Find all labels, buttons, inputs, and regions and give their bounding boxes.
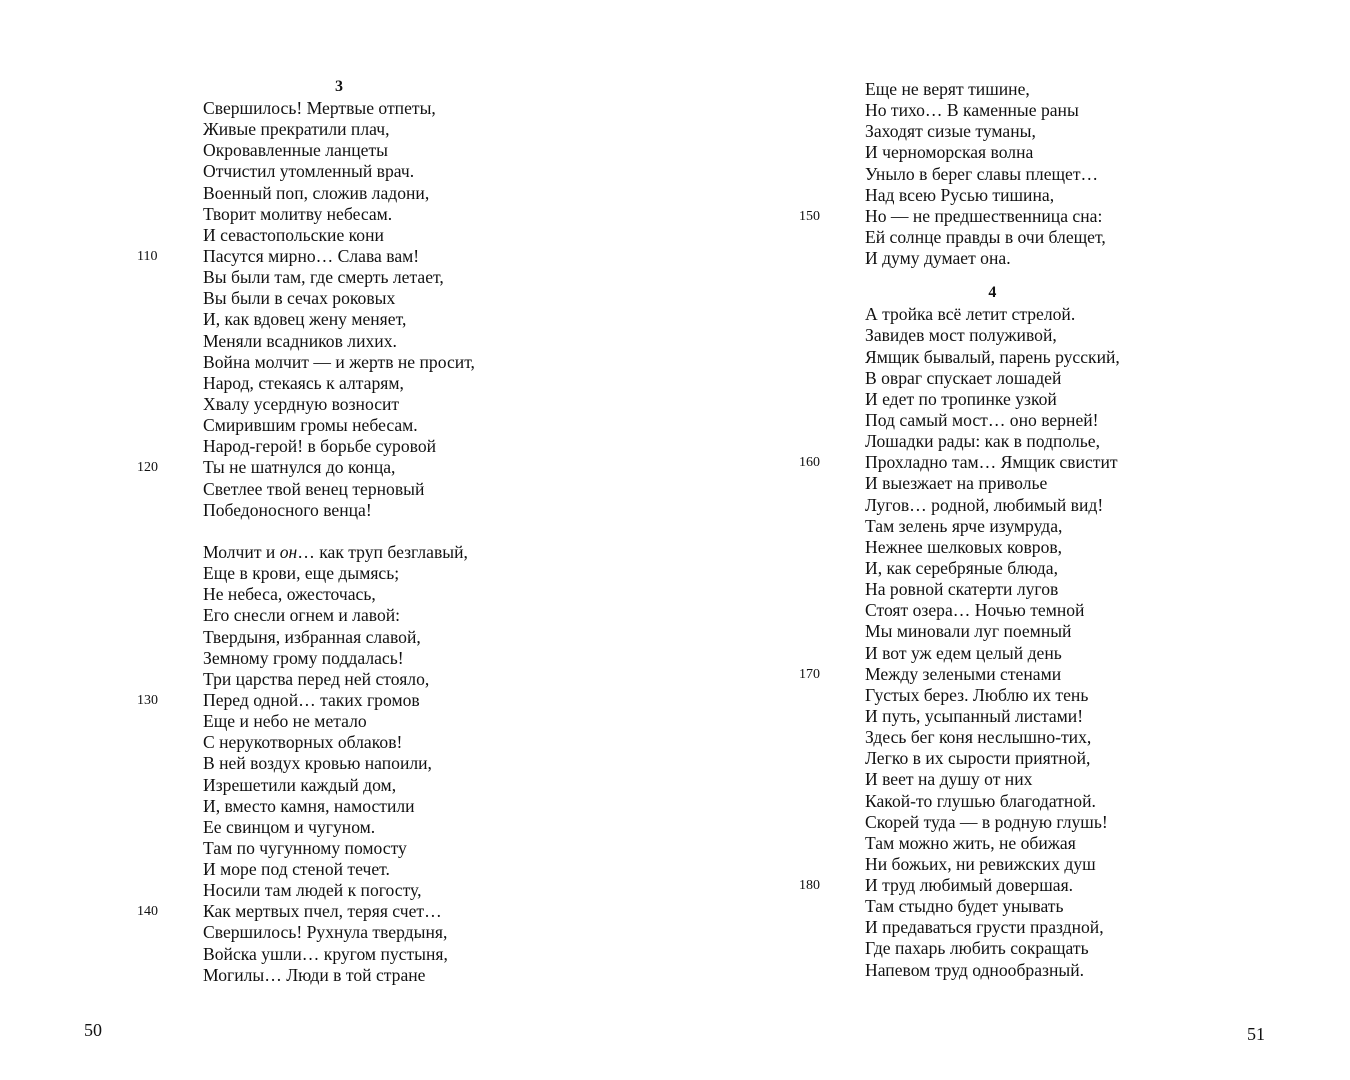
- poem-line: [203, 922, 475, 943]
- poem-line: [203, 140, 475, 161]
- poem-line: [203, 817, 475, 838]
- poem-line: [203, 436, 475, 457]
- poem-line: [203, 183, 475, 204]
- poem-line-text: Какой-то глушью благодатной.: [865, 790, 1096, 811]
- poem-line-text: И вот уж едем целый день: [865, 642, 1062, 663]
- poem-line-text: Светлее твой венец терновый: [203, 478, 425, 499]
- emphasized-word: он: [279, 541, 298, 562]
- poem-line: [203, 373, 475, 394]
- poem-line: [865, 248, 1120, 269]
- poem-line-text: Народ-герой! в борьбе суровой: [203, 436, 437, 457]
- poem-line-text: И труд любимый довершая.: [865, 875, 1074, 896]
- poem-column-right: [799, 79, 1120, 981]
- poem-line: [203, 753, 475, 774]
- poem-line: [203, 479, 475, 500]
- poem-line: [203, 500, 475, 521]
- poem-line: [137, 245, 475, 267]
- poem-line-text: Там зелень ярче изумруда,: [865, 515, 1063, 536]
- poem-line-text: В ней воздух кровью напоили,: [203, 753, 432, 774]
- poem-line-text: Земному грому поддалась!: [203, 647, 404, 668]
- poem-line-text: Перед одной… таких громов: [203, 689, 420, 710]
- poem-line-text: И, вместо камня, намостили: [203, 795, 415, 816]
- poem-line-text: Изрешетили каждый дом,: [203, 774, 397, 795]
- poem-line: [203, 331, 475, 352]
- line-number: 140: [137, 904, 158, 920]
- poem-line: [865, 938, 1120, 959]
- poem-line-text: Здесь бег коня неслышно-тих,: [865, 727, 1092, 748]
- poem-line: [865, 643, 1120, 664]
- stanza: [799, 79, 1120, 269]
- poem-line: [865, 121, 1120, 142]
- poem-line: [865, 79, 1120, 100]
- poem-line: [865, 473, 1120, 494]
- page-number-left: 50: [84, 1020, 102, 1040]
- poem-line-text: Не небеса, ожесточась,: [203, 584, 376, 605]
- poem-line-text: Его снесли огнем и лавой:: [203, 605, 401, 626]
- poem-line: [865, 685, 1120, 706]
- poem-line: [203, 711, 475, 732]
- poem-line: [865, 812, 1120, 833]
- poem-line: [865, 516, 1120, 537]
- poem-line-text: Еще в крови, еще дымясь;: [203, 563, 400, 584]
- poem-line: [865, 579, 1120, 600]
- poem-line-text: Твердыня, избранная славой,: [203, 626, 421, 647]
- poem-line: [137, 457, 475, 478]
- poem-line: [865, 748, 1120, 769]
- poem-line-text: И, как серебряные блюда,: [865, 557, 1058, 578]
- poem-line: [203, 309, 475, 330]
- poem-line: [865, 164, 1120, 185]
- poem-line: [799, 452, 1120, 473]
- poem-line: [203, 204, 475, 225]
- poem-line: [203, 775, 475, 796]
- poem-line: [865, 706, 1120, 727]
- poem-line: [865, 368, 1120, 389]
- poem-line: [203, 965, 475, 986]
- poem-line-text: Еще и небо не метало: [203, 711, 367, 732]
- poem-line: [203, 161, 475, 182]
- poem-line-text: Над всею Русью тишина,: [865, 184, 1055, 205]
- page-number-right: 51: [1247, 1024, 1265, 1044]
- poem-line-text: И выезжает на приволье: [865, 473, 1048, 494]
- poem-line-text: Ямщик бывалый, парень русский,: [865, 346, 1120, 367]
- poem-column-left: [137, 77, 475, 986]
- poem-line-text: Свершилось! Мертвые отпеты,: [203, 98, 436, 118]
- poem-line: [865, 896, 1120, 917]
- poem-line: [799, 663, 1120, 685]
- poem-line: [137, 901, 475, 922]
- poem-line: [203, 669, 475, 690]
- line-number: 120: [137, 460, 158, 476]
- poem-line: [865, 769, 1120, 790]
- poem-line: [799, 205, 1120, 227]
- line-number: 180: [799, 878, 820, 894]
- poem-line: [865, 621, 1120, 642]
- poem-line-text: Ты не шатнулся до конца,: [203, 457, 396, 478]
- poem-line-text: Густых берез. Люблю их тень: [865, 684, 1089, 705]
- poem-line: [865, 495, 1120, 516]
- poem-line-text: Прохладно там… Ямщик свистит: [865, 452, 1118, 473]
- poem-line-text: Ни божьих, ни ревижских душ: [865, 853, 1096, 874]
- poem-line: [865, 304, 1120, 325]
- stanza: [137, 563, 475, 986]
- poem-line: [203, 584, 475, 605]
- poem-line: [865, 347, 1120, 368]
- poem-line: [865, 227, 1120, 248]
- poem-line-text: Окровавленные ланцеты: [203, 140, 388, 161]
- poem-line: [203, 563, 475, 584]
- poem-line-text: Народ, стекаясь к алтарям,: [203, 372, 404, 393]
- poem-line-text: На ровной скатерти лугов: [865, 579, 1059, 600]
- poem-line: [865, 410, 1120, 431]
- poem-line: [203, 944, 475, 965]
- right-page: [675, 0, 1350, 1080]
- poem-line-text: Три царства перед ней стояло,: [203, 668, 430, 689]
- poem-line: [865, 185, 1120, 206]
- stanza-break: [203, 521, 475, 542]
- poem-line-text: И думу думает она.: [865, 248, 1011, 269]
- poem-line-text: А тройка всё летит стрелой.: [865, 304, 1076, 325]
- stanza: [137, 98, 475, 521]
- poem-line: [865, 727, 1120, 748]
- poem-line-text: Заходят сизые туманы,: [865, 121, 1036, 142]
- poem-line-text: Свершилось! Рухнула твердыня,: [203, 922, 448, 943]
- poem-line-text: Но тихо… В каменные раны: [865, 100, 1079, 121]
- poem-line-text: Еще не верят тишине,: [865, 79, 1030, 99]
- poem-line: [203, 838, 475, 859]
- poem-line-text: Легко в их сырости приятной,: [865, 748, 1091, 769]
- poem-line: [203, 605, 475, 626]
- poem-line-text: Вы были в сечах роковых: [203, 288, 396, 309]
- poem-line: [865, 854, 1120, 875]
- poem-line-text: И, как вдовец жену меняет,: [203, 309, 407, 330]
- poem-line-text: Завидев мост полуживой,: [865, 325, 1057, 346]
- stanza: [799, 304, 1120, 981]
- poem-line-text: Хвалу усердную возносит: [203, 393, 400, 414]
- poem-line-text: Победоносного венца!: [203, 499, 372, 520]
- poem-line-text: Где пахарь любить сокращать: [865, 938, 1089, 959]
- poem-line: [203, 288, 475, 309]
- poem-line: [137, 689, 475, 711]
- poem-line-text: И едет по тропинке узкой: [865, 388, 1057, 409]
- poem-line-text: Меняли всадников лихих.: [203, 330, 397, 351]
- poem-line-text: Лошадки рады: как в подполье,: [865, 431, 1101, 452]
- poem-line: [865, 431, 1120, 452]
- poem-line-text: Уныло в берег славы плещет…: [865, 163, 1099, 184]
- poem-line: [865, 558, 1120, 579]
- poem-line-text: Могилы… Люди в той стране: [203, 964, 426, 985]
- poem-line: [865, 537, 1120, 558]
- poem-line: [203, 732, 475, 753]
- poem-line: [203, 267, 475, 288]
- line-number: 130: [137, 692, 158, 708]
- line-number: 150: [799, 208, 820, 224]
- line-number: 110: [137, 248, 158, 264]
- poem-line: [203, 225, 475, 246]
- line-number: 160: [799, 455, 820, 471]
- poem-line: [203, 98, 475, 119]
- poem-line: [203, 415, 475, 436]
- poem-line-text: Напевом труд однообразный.: [865, 959, 1085, 980]
- poem-line-text: Творит молитву небесам.: [203, 203, 393, 224]
- poem-line-text: Там стыдно будет унывать: [865, 896, 1064, 917]
- poem-line: Молчит и он… как труп безглавый,: [203, 541, 468, 562]
- poem-line-text: Там по чугунному помосту: [203, 837, 407, 858]
- poem-line: [203, 119, 475, 140]
- poem-line: [865, 142, 1120, 163]
- line-number: 170: [799, 666, 820, 682]
- poem-line-text: И путь, усыпанный листами!: [865, 705, 1084, 726]
- poem-line-text: И море под стеной течет.: [203, 859, 390, 880]
- poem-line-text: И предаваться грусти праздной,: [865, 917, 1104, 938]
- poem-line-text: И черноморская волна: [865, 142, 1034, 163]
- poem-line-text: Живые прекратили плач,: [203, 119, 390, 140]
- poem-line: [203, 880, 475, 901]
- poem-line-text: Скорей туда — в родную глушь!: [865, 811, 1108, 832]
- poem-line-text: Пасутся мирно… Слава вам!: [203, 245, 420, 266]
- poem-line: [865, 100, 1120, 121]
- poem-line-text: И веет на душу от них: [865, 769, 1033, 790]
- poem-line: [865, 325, 1120, 346]
- poem-line-text: Мы миновали луг поемный: [865, 621, 1072, 642]
- poem-line-text: С нерукотворных облаков!: [203, 732, 403, 753]
- poem-line-text: Как мертвых пчел, теряя счет…: [203, 901, 442, 922]
- poem-line-text: Под самый мост… оно верней!: [865, 409, 1099, 430]
- section-number-4: 4: [988, 284, 997, 302]
- poem-line-text: Военный поп, сложив ладони,: [203, 182, 430, 203]
- poem-line-text: Стоят озера… Ночью темной: [865, 600, 1085, 621]
- poem-line-text: Вы были там, где смерть летает,: [203, 267, 444, 288]
- poem-line-text: Смирившим громы небесам.: [203, 415, 418, 436]
- poem-line-text: И севастопольские кони: [203, 224, 384, 245]
- poem-line: [203, 352, 475, 373]
- poem-line: [865, 960, 1120, 981]
- poem-line: [203, 796, 475, 817]
- poem-line-text: Между зелеными стенами: [865, 663, 1062, 684]
- poem-line-text: Носили там людей к погосту,: [203, 880, 422, 901]
- poem-line: [203, 859, 475, 880]
- poem-line-text: Но — не предшественница сна:: [865, 205, 1103, 226]
- poem-line-text: Война молчит — и жертв не просит,: [203, 351, 475, 372]
- poem-line-text: Отчистил утомленный врач.: [203, 161, 415, 182]
- poem-line: [865, 917, 1120, 938]
- poem-line: [203, 394, 475, 415]
- poem-line-text: Нежнее шелковых ковров,: [865, 536, 1063, 557]
- poem-line: [203, 648, 475, 669]
- poem-line: [865, 600, 1120, 621]
- poem-line: [203, 627, 475, 648]
- poem-line-text: Войска ушли… кругом пустыня,: [203, 943, 448, 964]
- poem-line-text: Ей солнце правды в очи блещет,: [865, 226, 1106, 247]
- poem-line-text: В овраг спускает лошадей: [865, 367, 1062, 388]
- poem-line: [865, 389, 1120, 410]
- poem-line-text: Там можно жить, не обижая: [865, 832, 1076, 853]
- poem-line-text: Лугов… родной, любимый вид!: [865, 494, 1104, 515]
- poem-line: [799, 875, 1120, 896]
- poem-line-text: Ее свинцом и чугуном.: [203, 816, 376, 837]
- poem-line: [865, 833, 1120, 854]
- section-number-3: 3: [334, 78, 343, 95]
- poem-line: [865, 791, 1120, 812]
